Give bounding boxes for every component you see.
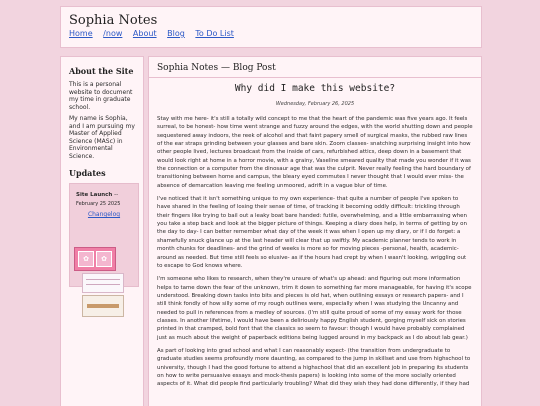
post-title: Why did I make this website? [234,83,396,94]
updates-heading: Updates [69,168,106,178]
blog-header [149,57,481,78]
badge-tile-icon: ✿ [96,251,112,267]
about-text-intro: This is a personal website to document my time in graduate school. [69,81,133,111]
main-nav [69,29,242,38]
changelog-link[interactable]: Changelog [87,211,121,218]
nav-link-about[interactable]: About [132,29,157,38]
main-content [148,56,482,406]
nav-link-todo[interactable]: To Do List [195,29,234,38]
post-body [157,115,473,394]
update-date: February 25 2025 [76,201,121,207]
site-badge-pixel[interactable] [82,295,124,317]
nav-link-home[interactable]: Home [69,29,93,38]
about-heading: About the Site [69,66,134,76]
post-paragraph: Stay with me here- it's still a totally wild concept to me that the heart of the pandemic was five years ago. It feels surreal, to be honest- how time went strange and fuzzy around the edges, with the world shutting down and people sequestered away indoors, the reek of alcohol and that faint papery smell of surgical masks, the rubbed raw lines of the ear straps grinding between your glasses and bare skin. Zoom classes- snatching surprising insight into how other people lived, lectures broadcast from the inside of cars, refurbished attics, deep down in a basement that would look right at home in a horror movie, with a grainy, Vaseline smeared quality that made you wonder if it was the connection or a computer from the dinosaur age that was the culprit. Never really feeling the hard boundary of transitioning between home and campus, the bleary eyed commutes I never thought that I would ever miss- the absence of demarcation leaving me feeling unmoored, adrift in a vague blur of time. [157,116,473,189]
site-badge-sketch[interactable] [82,273,124,293]
badge-line [86,279,120,280]
site-header [60,6,482,48]
post-date: Wednesday, February 26, 2025 [275,101,355,107]
sidebar [60,56,144,406]
badge-bar [87,304,119,308]
nav-link-blog[interactable]: Blog [167,29,185,38]
about-text-bio: My name is Sophia, and I am pursuing my Master of Applied Science (MASc) in Environmental Science. [69,115,135,160]
badge-tile-icon: ✿ [78,251,94,267]
site-title: Sophia Notes [69,13,158,28]
blog-title: Sophia Notes — Blog Post [157,63,276,73]
site-badge-button[interactable] [74,247,116,271]
post-paragraph: As part of looking into grad school and what I can reasonably expect- (the transition from undergraduate to graduate studies seems profoundly more daunting, as compared to the jump in skillset and use from highschool to university, though I had the good fortune to attend a highschool that did an excellent job in preparing its students on how to write persuasive essays and mock-thesis papers) is looking into some of the more socially oriented aspects of it. What did people find particularly troubling? What did they wish they had done differently, if they had [157,347,471,388]
update-card [69,183,139,287]
nav-link-now[interactable]: /now [103,29,123,38]
post-paragraph: I'm someone who likes to research, when they're unsure of what's up ahead: and figuring out more information helps to tame down the fear of the unknown, trim it down to something far more manageable, for having it's scope understood. Breaking down tasks into bits and pieces is old hat, when outlining essays or research papers- and I still think fondly of how silly some of my rough outlines were, especially when I was studying the Uncanny and needed to pull in references from a medley of sources. (I'm still quite proud of some of my essay work for those classes. In another lifetime, I would have been a deliriously happy English student, gorging myself sick on stories printed in that cramped, bold font that the classics so seem to favour: though I would have probably complained just as much about the weight of paperback editions being lugged around in my backpack as I do about lab gear.) [157,276,472,341]
post-paragraph: I've noticed that it isn't something unique to my own experience- that quite a number of people I've spoken to have shared in the feeling of losing their sense of time, of tracking it becoming oddly difficult: trickling through their fingers like trying to bail out a leaky boat bare handed: futile, overwhelming, and a little embarrassing when you take a step back and look at the bigger picture of things. Keeping a diary does help, in terms of getting by on the day to day- I can better remember what day of the week it was when I open up my diary, or if I do forget: a shamefully snuck glance up at the last header will clear that up swiftly. My academic planner tends to work in month chunks for deadlines- and the grind of weeks is more so for moving pieces -personal, health, academic- around as needed. But time still feels so elusive- as if the hours had crept by when I wasn't looking, wriggling out to escape to God knows where. [157,196,467,269]
badge-line [86,284,120,285]
update-title: Site Launch -- [76,192,119,198]
